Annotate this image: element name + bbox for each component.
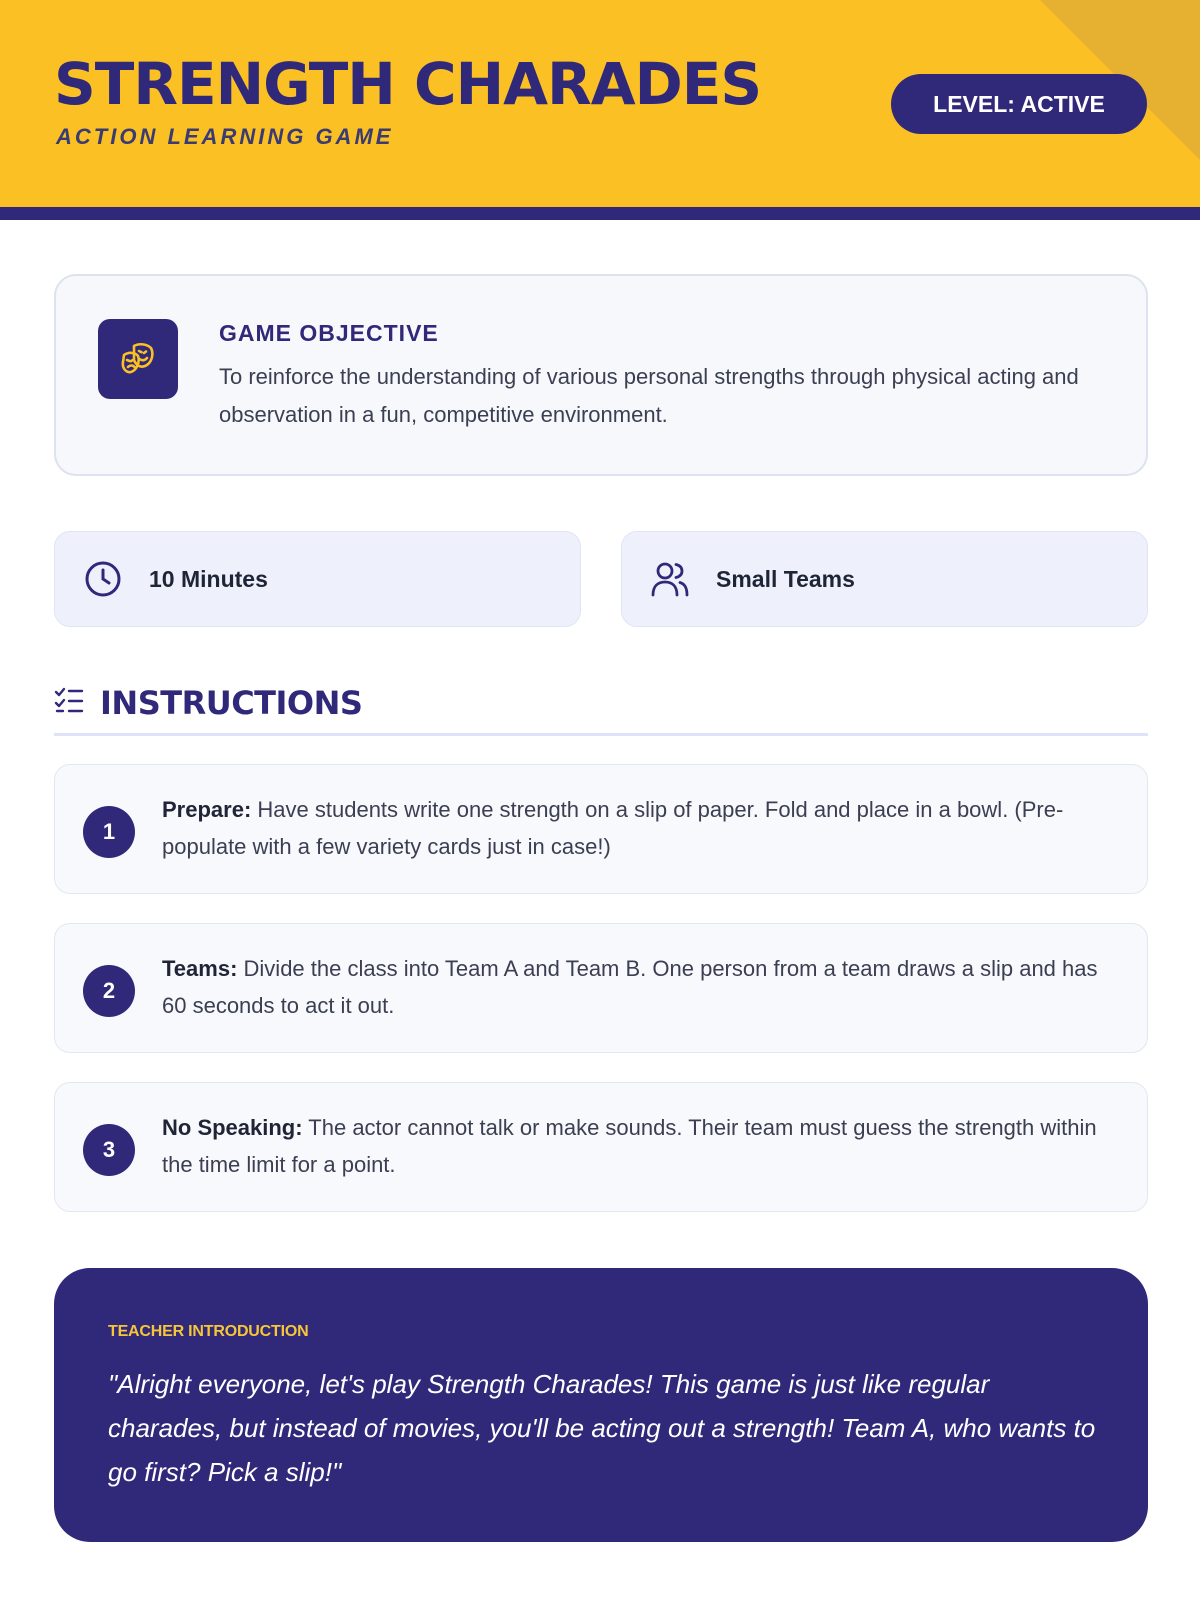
step-title: Teams: xyxy=(162,956,238,981)
teacher-introduction-card xyxy=(54,1268,1148,1542)
page-title: STRENGTH CHARADES xyxy=(54,50,762,118)
header-divider xyxy=(0,207,1200,220)
step-title: No Speaking: xyxy=(162,1115,303,1140)
step-body: The actor cannot talk or make sounds. Their team must guess the strength within the time limit for a point. xyxy=(162,1115,1097,1177)
instructions-heading xyxy=(54,684,362,722)
step-text xyxy=(162,1109,1122,1183)
instruction-step xyxy=(54,1082,1148,1212)
step-number: 1 xyxy=(83,806,135,858)
teacher-introduction-label: TEACHER INTRODUCTION xyxy=(108,1323,309,1340)
instructions-divider xyxy=(54,733,1148,736)
users-icon xyxy=(650,559,690,599)
header-banner xyxy=(0,0,1200,207)
step-number: 3 xyxy=(83,1124,135,1176)
step-number: 2 xyxy=(83,965,135,1017)
instruction-step xyxy=(54,923,1148,1053)
page-subtitle: ACTION LEARNING GAME xyxy=(56,124,394,149)
instructions-title: INSTRUCTIONS xyxy=(100,684,363,722)
step-body: Divide the class into Team A and Team B. One person from a team draws a slip and has 60 seconds to act it out. xyxy=(162,956,1098,1018)
clock-icon xyxy=(83,559,123,599)
step-title: Prepare: xyxy=(162,797,252,822)
duration-box xyxy=(54,531,581,627)
theater-masks-icon xyxy=(98,319,178,399)
teacher-introduction-quote: "Alright everyone, let's play Strength Charades! This game is just like regular charades, but instead of movies, you'll be acting out a strength! Team A, who wants to go first? Pick a slip!" xyxy=(108,1369,1096,1487)
group-size-box xyxy=(621,531,1148,627)
duration-label: 10 Minutes xyxy=(149,565,268,592)
step-text xyxy=(162,950,1122,1024)
step-body: Have students write one strength on a slip of paper. Fold and place in a bowl. (Pre-populate with a few variety cards just in case!) xyxy=(162,797,1064,859)
level-badge: LEVEL: ACTIVE xyxy=(891,74,1147,134)
objective-card xyxy=(54,274,1148,476)
objective-text: To reinforce the understanding of various personal strengths through physical acting and observation in a fun, competitive environment. xyxy=(219,364,1079,427)
step-text xyxy=(162,791,1122,865)
checklist-icon xyxy=(54,687,84,720)
objective-label: GAME OBJECTIVE xyxy=(219,320,439,346)
instruction-step xyxy=(54,764,1148,894)
group-size-label: Small Teams xyxy=(716,565,855,592)
